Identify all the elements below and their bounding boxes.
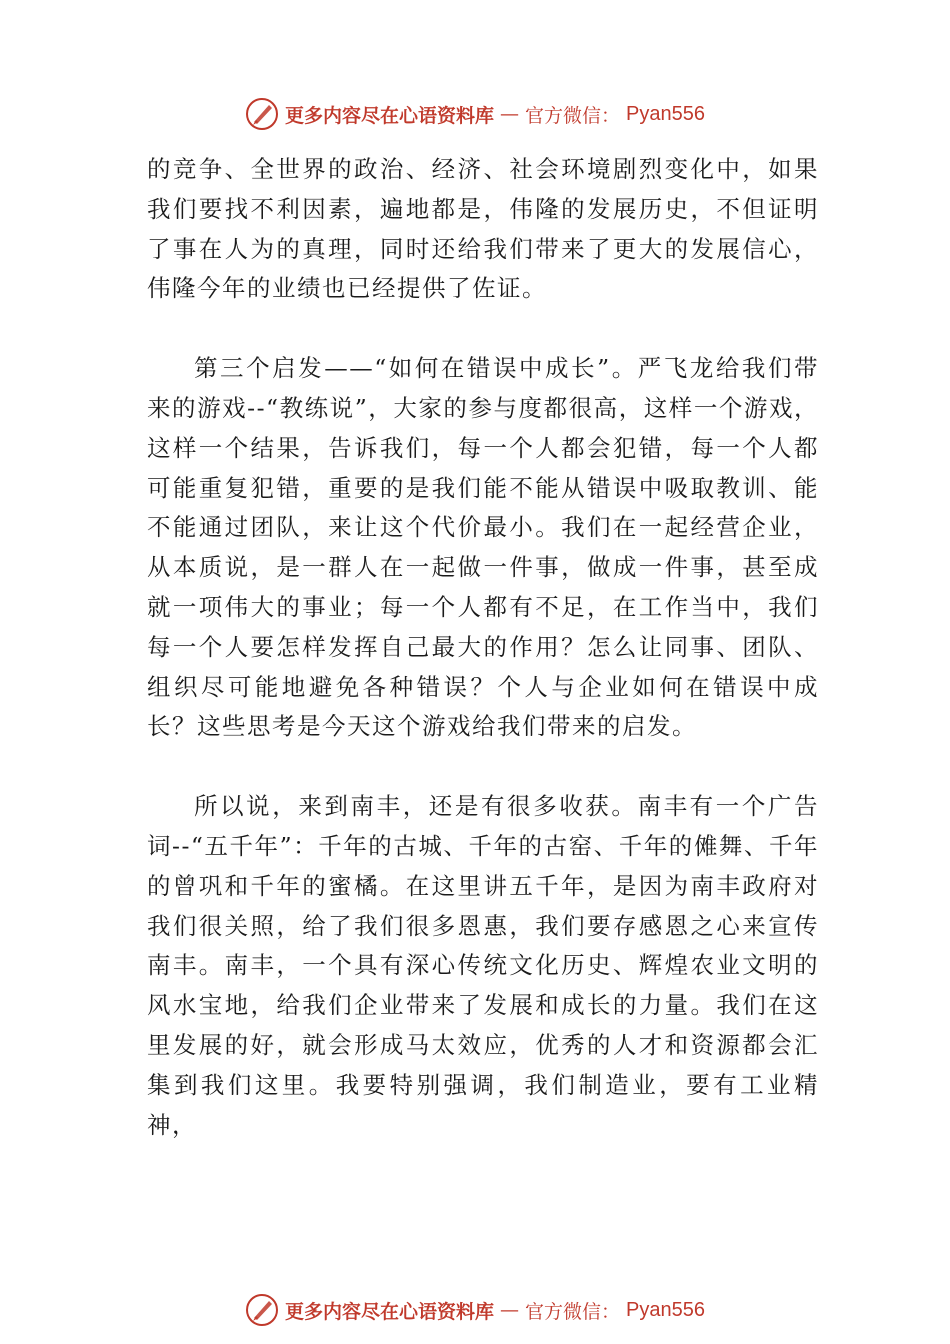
quill-logo-icon <box>245 1293 279 1327</box>
watermark-separator: — <box>500 103 520 125</box>
quill-logo-icon <box>245 97 279 131</box>
watermark-label: 官方微信： <box>525 104 621 127</box>
paragraph-2: 第三个启发——“如何在错误中成长”。严飞龙给我们带来的游戏--“教练说”，大家的参与度都很高，这样一个游戏，这样一个结果，告诉我们，每一个人都会犯错，每一个人都可能重复犯错，重要的是我们能不能从错误中吸取教训、能不能通过团队，来让这个代价最小。我们在一起经营企业， 从本质说，是一群人在一起做一件事，做成一件事，甚至成就一项伟大的事业；每一个人都有不足，在工作当中，我们每一个人要怎样发挥自己最大的作用？怎么让同事、团队、组织尽可能地避免各种错误？个人与企业如何在错误中成长？这些思考是今天这个游戏给我们带来的启发。 <box>147 354 819 741</box>
paragraph-3: 所以说，来到南丰，还是有很多收获。南丰有一个广告词--“五千年”：千年的古城、千年的古窑、千年的傩舞、千年的曾巩和千年的蜜橘。在这里讲五千年，是因为南丰政府对我们很关照，给了我们很多恩惠，我们要存感恩之心来宣传南丰。南丰，一个具有深心传统文化历史、辉煌农业文明的风水宝地，给我们企业带来了发展和成长的力量。我们在这里发展的好，就会形成马太效应，优秀的人才和资源都会汇集到我们这里。我要特别强调，我们制造业，要有工业精神， <box>147 792 819 1139</box>
document-body <box>147 150 819 1145</box>
paragraph-1: 的竞争、全世界的政治、经济、社会环境剧烈变化中，如果我们要找不利因素，遍地都是，伟隆的发展历史，不但证明了事在人为的真理，同时还给我们带来了更大的发展信心，伟隆今年的业绩也已经提供了佐证。 <box>147 155 819 303</box>
watermark-brand: 更多内容尽在心语资料库 <box>285 1300 495 1323</box>
watermark-id: Pyan556 <box>626 1298 705 1321</box>
watermark-label: 官方微信： <box>525 1300 621 1323</box>
watermark-separator: — <box>500 1299 520 1321</box>
watermark-id: Pyan556 <box>626 102 705 125</box>
watermark-brand: 更多内容尽在心语资料库 <box>285 104 495 127</box>
footer-watermark <box>0 1290 950 1330</box>
header-watermark <box>0 94 950 134</box>
